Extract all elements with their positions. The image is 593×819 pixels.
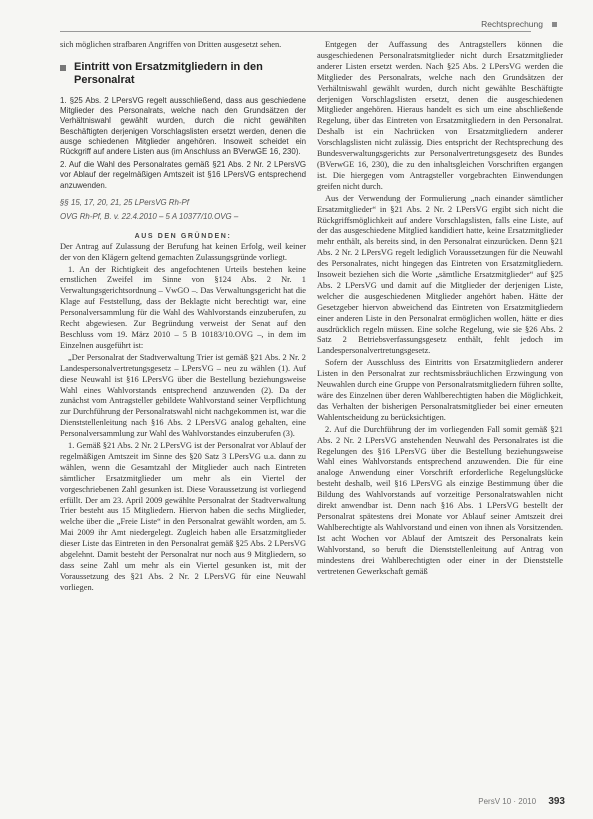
left-paragraph-2: 1. An der Richtigkeit des angefochtenen Urteils bestehen keine ernstlichen Zweifel im Sinne von §124 Abs. 2 Nr. 1 Verwaltungsgerichtsordnung – VwGO –. Das Verwaltungsgericht hat die Klage auf Feststellung, dass der Beklagte nicht berechtigt war, eine Personalversammlung für die Wahl des Wahlvorstands einzuberufen, zu Recht abgewiesen. Zur Begründung verweist der Senat auf den Beschluss vom 19. März 2010 – 5 B 10183/10.OVG –, in dem im Einzelnen ausgeführt ist: [60, 264, 306, 350]
statute-citation: §§ 15, 17, 20, 21, 25 LPersVG Rh-Pf [60, 197, 189, 207]
left-paragraph-3: „Der Personalrat der Stadtverwaltung Trier ist gemäß §21 Abs. 2 Nr. 2 Landespersonalvertretungsgesetz – LPersVG – neu zu wählen (1). Auf diese Neuwahl ist §16 LPersVG über die Bestellung beziehungsweise Wahl eines Wahlvorstands entsprechend anzuwenden (2). Da der zunächst vom Antragsteller gebildete Wahlvorstand seiner Verpflichtung zur Durchführung der Personalratswahl nicht nachgekommen ist, war die Dienststellenleitung nach §16 Abs. 2 LPersVG analog gehalten, eine Personalversammlung zur Wahl des Wahlvorstandes einzuberufen (3). [60, 352, 306, 439]
page-footer [478, 796, 565, 807]
reasons-heading: AUS DEN GRÜNDEN: [134, 232, 232, 240]
left-column [60, 40, 306, 595]
right-paragraph-3: Sofern der Ausschluss des Eintritts von Ersatzmitgliedern anderer Listen in den Personalrat zur rechtsmissbräuchlichen Erzwingung von Neuwahlen durch eine Gruppe von Personalratsmitgliedern führen sollte, wäre des Einzelnen über deren Wahlberechtigten haben die Möglichkeit, das Verhalten der bisherigen Personalratsmitglieder bei einer erneuten Wahlentscheidung zu berücksichtigen. [317, 358, 563, 422]
headnote-2: 2. Auf die Wahl des Personalrates gemäß §21 Abs. 2 Nr. 2 LPersVG vor Ablauf der regelmäßigen Amtszeit ist §16 LPersVG entsprechend anzuwenden. [60, 160, 306, 190]
right-paragraph-4: 2. Auf die Durchführung der im vorliegenden Fall somit gemäß §21 Abs. 2 Nr. 2 LPersVG anstehenden Neuwahl des Personalrates ist die Regelungen des §16 LPersVG über die Bestellung beziehungsweise Wahl eines Wahlvorstands entsprechend anzuwenden. Die für eine analoge Anwendung einer Vorschrift erforderliche Regelungslücke besteht deshalb, weil §16 LPersVG als einzige Bestimmung über die Bildung des Wahlvorstands auf vorzeitige Personalratswahlen nicht direkt anwendbar ist. Denn nach §16 Abs. 1 LPersVG bestellt der Personalrat spätestens drei Monate vor Ablauf seiner Amtszeit drei Wahlberechtigte als Wahlvorstand und einen von ihnen als Vorsitzenden. Ist acht Wochen vor Ablauf der Amtszeit des Personalrats kein Wahlvorstand, so beruft die Dienststellenleitung auf Antrag von mindestens drei Wahlberechtigten oder einer in der Dienststelle vertretenen Gewerkschaft gemäß [317, 424, 563, 576]
section-title: Rechtsprechung [481, 19, 543, 29]
issue-label: PersV 10 · 2010 [478, 797, 537, 806]
running-header [60, 18, 571, 32]
headnote-1: 1. §25 Abs. 2 LPersVG regelt ausschließend, dass aus geschiedene Mitglieder des Personalrats, welche nach den Grundsätzen der Verhältniswahl gewählt wurden, durch die nicht gewählten Beschäftigten derjenigen Vorschlagslisten ersetzt werden, denen die ausge schiedenen Mitglieder angehören. Insoweit scheidet ein Rückgriff auf andere Listen aus (im Anschluss an BVerwGE 16, 230). [60, 95, 306, 156]
intro-text: sich möglichen strafbaren Angriffen von Dritten ausgesetzt sehen. [60, 40, 282, 49]
article-heading: Eintritt von Ersatzmitgliedern in den Personalrat [74, 60, 263, 87]
left-paragraph-1: Der Antrag auf Zulassung der Berufung hat keinen Erfolg, weil keiner der von den Klägern geltend gemachten Zulassungsgründe vorliegt. [60, 241, 306, 262]
heading-square-marker-icon [60, 65, 66, 71]
article-heading-block [60, 61, 306, 88]
header-rule [60, 31, 531, 32]
header-square-marker-icon [552, 22, 557, 27]
right-paragraph-2: Aus der Verwendung der Formulierung „nach einander sämtlicher Ersatzmitglieder“ in §21 Abs. 2 Nr. 2 LPersVG ergibt sich nicht die Rückgriffsmöglichkeit auf andere Vorschlagslisten, falls eine Liste, auf der das ausgeschiedene Mitglied kandidiert hatte, keine Ersatzmitglieder mehr enthält, als bereits sind, in den Personalrat einzurücken. Denn §21 Abs. 2 Nr. 2 LPersVG regelt lediglich Voraussetzungen für die Neuwahl des Personalrates, nicht hingegen das Eintreten von Ersatzmitgliedern. Insoweit beziehen sich die Worte „sämtliche Ersatzmitglieder“ auf §25 Abs. 2 LPersVG und damit auf die Mitglieder der derjenigen Liste, welcher die ausgeschiedenen Mitglieder angehört haben. Hätte der Gesetzgeber hiervon abweichend das Eintreten von Ersatzmitgliedern einer anderen Liste in den Personalrat ermöglichen wollen, hätte er dies ausdrücklich regeln müssen. Eine solche Regelung, wie sie §26 Abs. 2 Satz 2 Betriebsverfassungsgesetz enthält, fehlt jedoch im Landespersonalvertretungsgesetz. [317, 193, 563, 356]
page-number: 393 [548, 796, 565, 807]
court-citation: OVG Rh-Pf, B. v. 22.4.2010 – 5 A 10377/10.OVG – [60, 212, 239, 222]
left-paragraph-4: 1. Gemäß §21 Abs. 2 Nr. 2 LPersVG ist der Personalrat vor Ablauf der regelmäßigen Amtszeit im Sinne des §20 Satz 3 LPersVG u.a. dann zu wählen, wenn die Gesamtzahl der Mitglieder auch nach Eintreten sämtlicher Ersatzmitglieder um mehr als ein Viertel der vorgeschriebenen Zahl gesunken ist. Diese Voraussetzung ist vorliegend erfüllt. Der am 23. April 2009 gewählte Personalrat der Stadtverwaltung Trier besteht aus 15 Mitgliedern. Hiervon haben die sechs Mitglieder, welche über die „Freie Liste“ in den Personalrat gewählt worden, am 5. Mai 2009 ihr Amt niedergelegt. Zugleich haben alle Ersatzmitglieder dieser Liste das Eintreten in den Personalrat gemäß §25 Abs. 2 LPersVG abgelehnt. Damit besteht der Personalrat nur noch aus 9 Mitgliedern, so dass seine Zahl um mehr als ein Viertel gesunken ist, mit der Voraussetzung des §21 Abs. 2 Nr. 2 LPersVG für eine Neuwahl vorliegen. [60, 441, 306, 592]
right-paragraph-1: Entgegen der Auffassung des Antragstellers können die ausgeschiedenen Personalratsmitglieder nicht durch Ersatzmitglieder anderer Listen ersetzt werden. Nach §25 Abs. 2 LPersVG werden die Mitglieder des Personalrats, welche nach den Grundsätzen der Verhältniswahl gewählt wurden, durch nicht gewählte Beschäftigte derjenigen Vorschlagslisten ersetzt, denen die ausgeschiedenen Mitglieder angehören. Hieraus handelt es sich um eine abschließende Regelung, über das Eintreten von Ersatzmitgliedern in den Personalrat. Deshalb ist ein Nachrücken von Ersatzmitgliedern anderer Vorschlagslisten nicht zulässig. Dies entspricht der Rechtsprechung des Bundesverwaltungsgerichts zur Personalvertretungsgesetz des Bundes (BVerwGE 16, 230), die zu den inhaltsgleichen Vorschriften ergangen ist. Die hiergegen vom Antragsteller vorgebrachten Einwendungen greifen nicht durch. [317, 40, 563, 191]
right-column [317, 40, 563, 578]
